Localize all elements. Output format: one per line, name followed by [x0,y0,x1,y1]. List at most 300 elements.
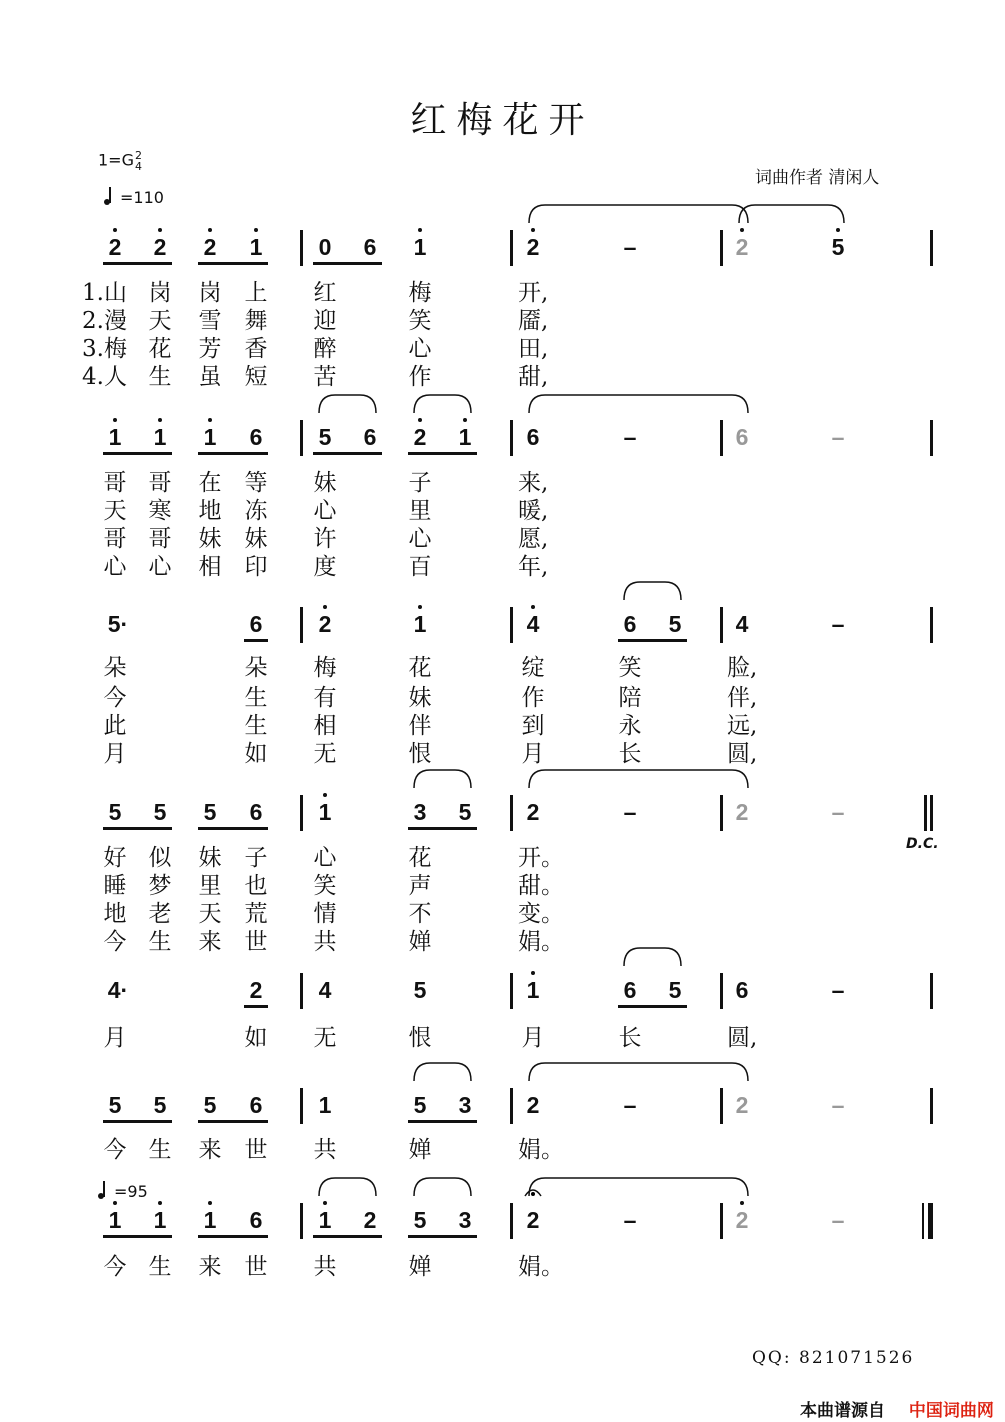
note: 1 [153,424,167,450]
lyric-char: 甜。 [518,873,564,899]
lyric-char: 心 [103,554,127,580]
barline [930,607,933,643]
note: – [831,424,845,450]
note: 3 [413,799,427,825]
eighth-underline [313,1235,382,1238]
author-credit: 词曲作者 清闲人 [755,168,880,188]
slur-arc [414,1063,471,1081]
lyric-char: 伴 [408,713,432,739]
lyric-char: 来, [518,470,549,496]
slur-arc [529,1178,748,1196]
note: 2 [153,234,167,260]
lyric-char: 2.漫 [82,308,127,334]
note: – [623,1207,637,1233]
note: – [831,1207,845,1233]
lyric-char: 苦 [313,364,337,390]
lyric-char: 里 [408,498,432,524]
note: 2 [735,234,749,260]
lyric-char: 月 [103,1025,127,1051]
time-sig-bottom: 4 [134,160,142,173]
tempo-marking-2 [98,1182,148,1201]
note: 1 [203,424,217,450]
lyric-char: 梅 [408,280,432,306]
lyric-char: 远, [727,713,758,739]
slur-arc [529,205,748,223]
barline [300,1203,303,1239]
note: 5 [413,1092,427,1118]
slur-arc [624,582,681,600]
eighth-underline [408,827,477,830]
eighth-underline [103,262,172,265]
lyric-char: 长 [618,741,642,767]
eighth-underline [244,1005,268,1008]
octave-dot [531,605,535,609]
lyric-char: 来 [198,1254,222,1280]
lyric-char: 变。 [518,901,564,927]
lyric-char: 香 [244,336,268,362]
lyric-char: 婵 [408,1254,432,1280]
lyric-char: 妹 [313,470,337,496]
lyric-char: 上 [244,280,268,306]
octave-dot [836,228,840,232]
lyric-char: 伴, [727,685,758,711]
lyric-char: 共 [313,929,337,955]
lyric-char: 天 [198,901,222,927]
lyric-char: 也 [244,873,268,899]
barline [300,795,303,831]
lyric-char: 如 [244,741,268,767]
lyric-char: 朵 [103,655,127,681]
note: 3 [458,1092,472,1118]
lyric-char: 等 [244,470,268,496]
note: 5 [108,799,122,825]
lyric-char: 哥 [103,470,127,496]
barline [930,230,933,266]
lyric-char: 生 [244,685,268,711]
lyric-char: 无 [313,1025,337,1051]
lyric-char: 短 [244,364,268,390]
note: – [831,611,845,637]
lyric-char: 愿, [518,526,549,552]
lyric-char: 生 [148,1137,172,1163]
note: 5· [107,611,129,637]
lyric-char: 生 [148,929,172,955]
barline [510,420,513,456]
barline [300,230,303,266]
note: 2 [318,611,332,637]
eighth-underline [103,827,172,830]
eighth-underline [408,452,477,455]
octave-dot [463,418,467,422]
lyric-char: 圆, [727,1025,758,1051]
eighth-underline [103,452,172,455]
song-title: 红梅花开 [410,100,595,141]
note: 2 [735,799,749,825]
lyric-char: 笑 [408,308,432,334]
lyric-char: 醉 [313,336,337,362]
note: 6 [249,1092,263,1118]
lyric-char: 百 [408,554,432,580]
slur-arc [319,395,376,413]
lyric-char: 芳 [198,336,222,362]
lyric-char: 月 [521,1025,545,1051]
double-barline [924,795,927,831]
lyric-char: 虽 [198,364,222,390]
note: 1 [153,1207,167,1233]
note: 1 [526,977,540,1003]
lyric-char: 今 [103,1137,127,1163]
note: 5 [153,799,167,825]
barline [510,1203,513,1239]
lyric-char: 印 [244,554,268,580]
lyric-char: 笑 [618,655,642,681]
barline [510,607,513,643]
note: 6 [249,1207,263,1233]
lyric-char: 雪 [198,308,222,334]
lyric-char: 地 [198,498,222,524]
barline [300,973,303,1009]
note: 1 [108,1207,122,1233]
lyric-char: 梦 [148,873,172,899]
lyric-char: 老 [148,901,172,927]
lyric-char: 世 [244,1254,268,1280]
lyric-char: 恨 [408,1025,432,1051]
lyric-char: 天 [103,498,127,524]
slur-arc [529,395,748,413]
lyric-char: 开, [518,280,549,306]
lyric-char: 作 [408,364,432,390]
eighth-underline [198,452,268,455]
lyric-char: 心 [148,554,172,580]
slur-arc [414,1178,471,1196]
barline [930,1088,933,1124]
lyric-char: 4.人 [82,364,127,390]
lyric-char: 好 [103,845,127,871]
note: 2 [526,799,540,825]
octave-dot [113,418,117,422]
eighth-underline [198,262,268,265]
octave-dot [740,1201,744,1205]
slur-arc [414,770,471,788]
note: 5 [668,977,682,1003]
eighth-underline [244,639,268,642]
barline [930,973,933,1009]
final-barline [928,1203,933,1239]
note: – [831,1092,845,1118]
note: 1 [203,1207,217,1233]
lyric-char: 心 [313,498,337,524]
note: 4 [735,611,749,637]
lyric-char: 绽 [521,655,545,681]
lyric-char: 娟。 [518,1137,564,1163]
barline [930,420,933,456]
barline [510,973,513,1009]
lyric-char: 月 [103,741,127,767]
note: 1 [413,234,427,260]
slur-arc [319,1178,376,1196]
lyric-char: 度 [313,554,337,580]
note: 2 [413,424,427,450]
note: 6 [363,424,377,450]
lyric-char: 有 [313,685,337,711]
note: 6 [735,424,749,450]
lyric-char: 笑 [313,873,337,899]
barline [720,795,723,831]
note: 5 [108,1092,122,1118]
lyric-char: 3.梅 [82,336,127,362]
lyric-char: 相 [313,713,337,739]
lyric-char: 心 [408,526,432,552]
octave-dot [208,418,212,422]
note: 2 [735,1092,749,1118]
note: – [831,799,845,825]
octave-dot [254,228,258,232]
lyric-char: 田, [518,336,549,362]
lyric-char: 甜, [518,364,549,390]
lyric-char: 岗 [148,280,172,306]
lyric-char: 恨 [408,741,432,767]
note: 5 [203,1092,217,1118]
note: 5 [831,234,845,260]
note: 6 [623,977,637,1003]
eighth-underline [313,452,382,455]
eighth-underline [103,1120,172,1123]
note: 6 [249,424,263,450]
note: 2 [735,1207,749,1233]
note: – [623,1092,637,1118]
lyric-char: 开。 [518,845,564,871]
octave-dot [208,1201,212,1205]
lyric-char: 相 [198,554,222,580]
octave-dot [323,605,327,609]
octave-dot [531,971,535,975]
lyric-char: 子 [408,470,432,496]
lyric-char: 如 [244,1025,268,1051]
note: 0 [318,234,332,260]
tempo-value-1: =110 [120,188,164,207]
lyric-char: 寒 [148,498,172,524]
lyric-char: 年, [518,554,549,580]
lyric-char: 月 [521,741,545,767]
lyric-char: 哥 [148,526,172,552]
note: 2 [203,234,217,260]
octave-dot [740,228,744,232]
note: 6 [249,799,263,825]
octave-dot [113,228,117,232]
lyric-char: 睡 [103,873,127,899]
lyric-char: 靥, [518,308,549,334]
eighth-underline [408,1120,477,1123]
tempo-value-2: =95 [114,1182,148,1201]
lyric-char: 世 [244,929,268,955]
barline [300,1088,303,1124]
octave-dot [158,418,162,422]
lyric-char: 永 [618,713,642,739]
lyric-char: 哥 [148,470,172,496]
barline [720,973,723,1009]
qq-contact: QQ: 821071526 [752,1348,915,1368]
lyric-char: 娟。 [518,1254,564,1280]
lyric-char: 花 [408,845,432,871]
eighth-underline [198,1235,268,1238]
time-sig-top: 2 [134,149,142,162]
note: 2 [526,1207,540,1233]
note: 2 [526,234,540,260]
note: – [623,234,637,260]
note: – [623,799,637,825]
barline [720,1203,723,1239]
lyric-char: 岗 [198,280,222,306]
lyric-char: 许 [313,526,337,552]
barline [720,1088,723,1124]
lyric-char: 子 [244,845,268,871]
lyric-char: 声 [408,873,432,899]
note: – [623,424,637,450]
lyric-char: 长 [618,1025,642,1051]
note: 1 [318,1207,332,1233]
lyric-char: 娟。 [518,929,564,955]
lyric-char: 妹 [198,526,222,552]
octave-dot [531,228,535,232]
note: 2 [363,1207,377,1233]
octave-dot [418,228,422,232]
note: 1 [318,1092,332,1118]
lyric-char: 妹 [244,526,268,552]
quarter-note-icon [98,1193,104,1199]
note: 6 [363,234,377,260]
octave-dot [158,1201,162,1205]
note: – [831,977,845,1003]
lyric-char: 不 [408,901,432,927]
octave-dot [208,228,212,232]
lyric-char: 妹 [408,685,432,711]
note: 4· [107,977,129,1003]
lyric-char: 婵 [408,929,432,955]
barline [300,420,303,456]
lyric-char: 今 [103,929,127,955]
lyric-char: 地 [103,901,127,927]
source-prefix: 本曲谱源自 [800,1401,885,1421]
lyric-char: 今 [103,685,127,711]
source-credit [800,1396,994,1421]
lyric-char: 生 [148,364,172,390]
slur-arc [739,205,844,223]
octave-dot [158,228,162,232]
lyric-char: 生 [148,1254,172,1280]
note: 1 [413,611,427,637]
barline [720,607,723,643]
lyric-char: 花 [148,336,172,362]
lyric-char: 共 [313,1254,337,1280]
lyric-char: 世 [244,1137,268,1163]
note: 5 [413,977,427,1003]
octave-dot [323,793,327,797]
note: 4 [318,977,332,1003]
slur-arc [529,770,748,788]
lyric-char: 来 [198,1137,222,1163]
note: 5 [203,799,217,825]
octave-dot [418,605,422,609]
lyric-char: 脸, [727,655,758,681]
note: 6 [526,424,540,450]
lyric-char: 荒 [244,901,268,927]
lyric-char: 生 [244,713,268,739]
note: 1 [458,424,472,450]
note: 5 [458,799,472,825]
octave-dot [418,418,422,422]
lyric-char: 来 [198,929,222,955]
lyric-char: 1.山 [82,280,127,306]
slur-arc [624,948,681,966]
lyric-char: 红 [313,280,337,306]
lyric-char: 心 [313,845,337,871]
lyric-char: 里 [198,873,222,899]
eighth-underline [618,639,687,642]
lyric-char: 情 [313,901,337,927]
source-site: 中国词曲网 [908,1401,994,1421]
lyric-char: 圆, [727,741,758,767]
lyric-char: 花 [408,655,432,681]
lyric-char: 到 [521,713,545,739]
barline [300,607,303,643]
dc-marking: D.C. [906,836,939,852]
note: 2 [108,234,122,260]
note: 6 [623,611,637,637]
note: 1 [249,234,263,260]
note: 1 [318,799,332,825]
eighth-underline [618,1005,687,1008]
eighth-underline [408,1235,477,1238]
note: 5 [318,424,332,450]
lyric-char: 天 [148,308,172,334]
lyric-char: 冻 [244,498,268,524]
lyric-char: 梅 [313,655,337,681]
slur-arc [529,1063,748,1081]
lyric-char: 婵 [408,1137,432,1163]
octave-dot [113,1201,117,1205]
octave-dot [323,1201,327,1205]
eighth-underline [103,1235,172,1238]
barline [510,795,513,831]
lyric-char: 哥 [103,526,127,552]
lyric-char: 迎 [313,308,337,334]
eighth-underline [313,262,382,265]
barline [720,230,723,266]
lyric-char: 今 [103,1254,127,1280]
note: 5 [413,1207,427,1233]
lyric-char: 朵 [244,655,268,681]
note: 6 [249,611,263,637]
lyric-char: 心 [408,336,432,362]
note: 5 [153,1092,167,1118]
note: 4 [526,611,540,637]
note: 5 [668,611,682,637]
final-barline [922,1203,924,1239]
lyric-char: 陪 [618,685,642,711]
lyric-char: 在 [198,470,222,496]
barline [510,1088,513,1124]
barline [510,230,513,266]
key-label: 1=G [98,150,134,170]
double-barline [930,795,933,831]
eighth-underline [198,827,268,830]
lyric-char: 妹 [198,845,222,871]
lyric-char: 作 [521,685,545,711]
lyric-char: 似 [148,845,172,871]
lyric-char: 共 [313,1137,337,1163]
note: 2 [249,977,263,1003]
slur-arc [414,395,471,413]
